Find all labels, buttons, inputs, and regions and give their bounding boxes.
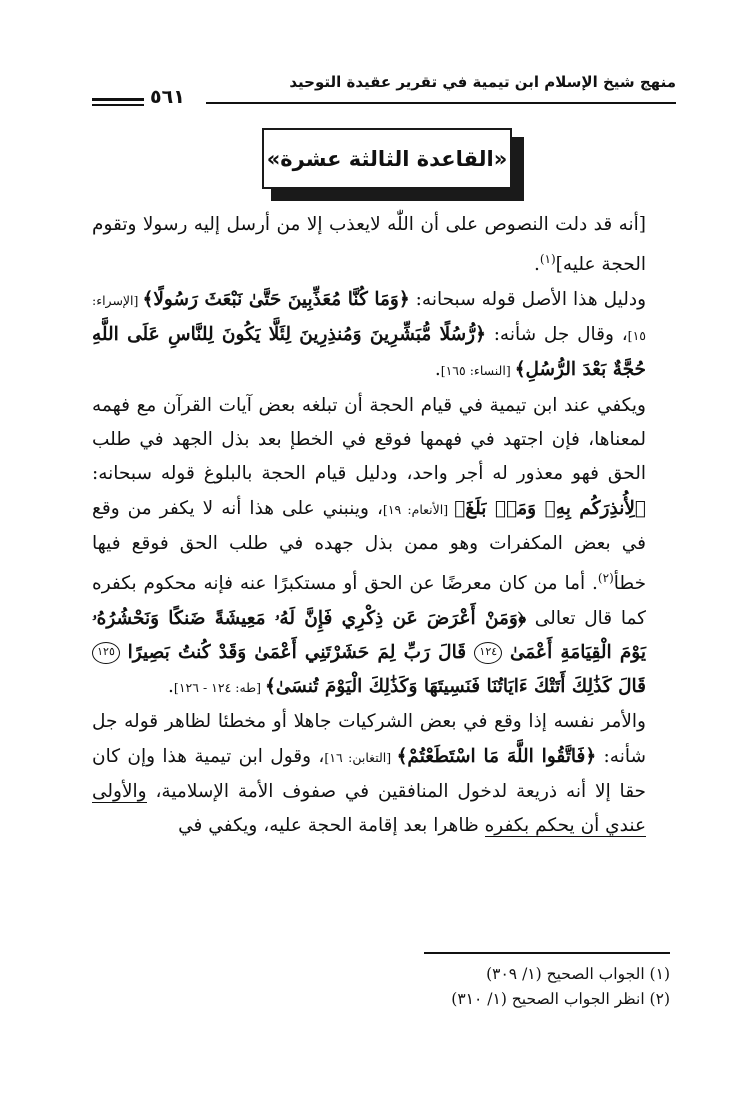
verse-reference: [النساء: ١٦٥] — [440, 363, 515, 379]
body-text — [92, 208, 670, 844]
verse-reference: [الأنعام: ١٩] — [382, 501, 455, 517]
paragraph-3 — [92, 389, 670, 706]
verse-reference: [الإسراء: ١٥] — [92, 292, 646, 344]
p3-text-3: . أما من كان معرضًا عن الحق أو مستكبرًا عنه فإنه محكوم بكفره كما قال تعالى — [92, 573, 646, 629]
running-header-title: منهج شيخ الإسلام ابن تيمية في تقرير عقيدة التوحيد — [289, 73, 676, 91]
footnote-ref-1: (١) — [539, 252, 556, 267]
quran-verse: ﴿رُّسُلًا مُّبَشِّرِينَ وَمُنذِرِينَ لِئَلَّا يَكُونَ لِلنَّاسِ عَلَى اللَّهِ حُجَّةٌ بَعْدَ الرُّسُلِ﴾ — [92, 324, 646, 381]
ayah-number-marker: ١٢٤ — [474, 642, 502, 664]
p2-text-1: ودليل هذا الأصل قوله سبحانه: — [409, 288, 647, 310]
quran-verse: ﴿وَمَنْ أَعْرَضَ عَن ذِكْرِي فَإِنَّ لَهُۥ مَعِيشَةً ضَنكًا وَنَحْشُرُهُۥ يَوْمَ الْقِيَامَةِ أَعْمَىٰ — [92, 607, 646, 663]
underlined-phrase: والأولى عندي أن يحكم بكفره — [92, 781, 646, 837]
quran-verse: ﴿وَمَا كُنَّا مُعَذِّبِينَ حَتَّىٰ نَبْعَثَ رَسُولًا﴾ — [142, 288, 410, 310]
paragraph-4 — [92, 705, 670, 843]
header-rule — [206, 102, 676, 104]
p3-text-1: ويكفي عند ابن تيمية في قيام الحجة أن تبلغه بعض آيات القرآن مع فهمه لمعناها، فإن اجتهد في فهمها فوقع في الخطإ بعد بذل الجهد في طلب الحق فهو معذور له أجر واحد، ودليل قيام الحجة بالبلوغ قوله سبحانه: — [92, 394, 646, 485]
p1-text: [أنه قد دلت النصوص على أن اللّٰه لايعذب إلا من أرسل إليه رسولا وتقوم الحجة عليه] — [92, 214, 646, 276]
page-number: ٥٦١ — [150, 86, 185, 108]
verse-reference: [التغابن: ١٦] — [324, 749, 397, 765]
paragraph-1 — [92, 208, 670, 283]
quran-verse: ﴿فَاتَّقُوا اللَّهَ مَا اسْتَطَعْتُمْ﴾ — [396, 745, 597, 767]
p1-end: . — [533, 254, 540, 276]
p4-text-2: ، وقول ابن تيمية هذا وإن كان حقا إلا أنه ذريعة لدخول المنافقين في صفوف الأمة الإسلامية، — [92, 745, 646, 803]
footnotes — [110, 962, 670, 1012]
p3-end: . — [168, 676, 174, 698]
p2-end: . — [434, 359, 441, 381]
paragraph-2 — [92, 283, 670, 389]
footnote-divider — [424, 952, 670, 954]
p3-text-2: ، وينبني على هذا أنه لا يكفر من وقع في بعض المكفرات وهو ممن بذل جهده في طلب الحق فوقع فيها خطأ — [92, 497, 646, 595]
section-title-box — [262, 128, 512, 189]
p4-text-3: ظاهرا بعد إقامة الحجة عليه، ويكفي في — [178, 815, 485, 837]
p2-text-2: ، وقال جل شأنه: — [485, 324, 628, 346]
footnote-ref-2: (٢) — [597, 571, 614, 586]
quran-verse: قَالَ رَبِّ لِمَ حَشَرْتَنِي أَعْمَىٰ وَقَدْ كُنتُ بَصِيرًا — [127, 641, 475, 663]
footnote-2: (٢) انظر الجواب الصحيح (١/ ٣١٠) — [451, 990, 670, 1008]
quran-verse: قَالَ كَذَٰلِكَ أَتَتْكَ ءَايَاتُنَا فَنَسِيتَهَا وَكَذَٰلِكَ الْيَوْمَ تُنسَىٰ﴾ — [264, 676, 646, 698]
ayah-number-marker: ١٢٥ — [92, 642, 120, 664]
section-title: «القاعدة الثالثة عشرة» — [266, 146, 508, 171]
quran-verse: ﴿لِأُنذِرَكُم بِهِۦ وَمَنۢ بَلَغَ﴾ — [454, 497, 646, 519]
footnote-1: (١) الجواب الصحيح (١/ ٣٠٩) — [486, 965, 670, 983]
verse-reference: [طه: ١٢٤ - ١٢٦] — [173, 680, 265, 696]
header-rule-left-thick — [92, 98, 144, 101]
p4-text-1: والأمر نفسه إذا وقع في بعض الشركيات جاهلا أو مخطئا لظاهر قوله جل شأنه: — [92, 711, 646, 767]
header-rule-left-thin — [92, 104, 144, 106]
